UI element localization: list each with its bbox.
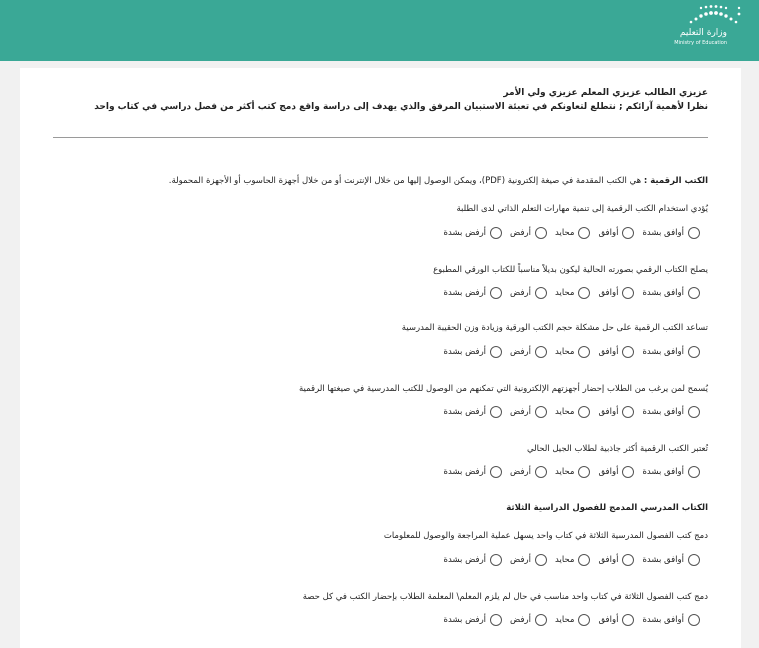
question-6-options <box>436 552 700 568</box>
radio-button[interactable] <box>535 614 547 626</box>
option-strongly-disagree[interactable] <box>444 406 503 418</box>
option-label: أرفض <box>510 407 531 417</box>
radio-button[interactable] <box>535 346 547 358</box>
question-5: تُعتبر الكتب الرقمية أكثر جاذبية لطلاب الجيل الحالي <box>526 444 708 454</box>
radio-button[interactable] <box>688 346 700 358</box>
option-strongly-disagree[interactable] <box>444 466 503 478</box>
radio-button[interactable] <box>535 466 547 478</box>
radio-button[interactable] <box>535 227 547 239</box>
option-agree[interactable] <box>598 554 634 566</box>
section-2-title: الكتاب المدرسي المدمج للفصول الدراسية الثلاثة <box>506 503 708 513</box>
option-label: محايد <box>555 407 575 417</box>
radio-button[interactable] <box>622 346 634 358</box>
option-label: محايد <box>555 615 575 625</box>
question-1: يُؤدي استخدام الكتب الرقمية إلى تنمية مهارات التعلم الذاتي لدى الطلبة <box>456 204 708 214</box>
option-label: أرفض بشدة <box>443 228 487 238</box>
option-strongly-disagree[interactable] <box>444 287 503 299</box>
ministry-logo-icon <box>687 4 743 26</box>
radio-button[interactable] <box>578 346 590 358</box>
question-6: دمج كتب الفصول المدرسية الثلاثة في كتاب واحد يسهل عملية المراجعة والوصول للمعلومات <box>383 531 708 541</box>
option-label: أرفض بشدة <box>443 467 487 477</box>
option-label: أوافق بشدة <box>642 555 684 565</box>
option-label: محايد <box>555 228 575 238</box>
question-4: يُسمح لمن يرغب من الطلاب إحضار أجهزتهم الإلكترونية التي تمكنهم من الوصول للكتب المدرسية في صيغتها الرقمية <box>298 384 708 394</box>
option-disagree[interactable] <box>510 466 547 478</box>
radio-button[interactable] <box>688 287 700 299</box>
option-label: محايد <box>555 467 575 477</box>
radio-button[interactable] <box>490 466 502 478</box>
option-agree[interactable] <box>598 346 634 358</box>
option-strongly-agree[interactable] <box>642 406 700 418</box>
option-label: أرفض بشدة <box>443 555 487 565</box>
option-label: أوافق بشدة <box>642 288 684 298</box>
option-disagree[interactable] <box>510 614 547 626</box>
option-label: أوافق <box>598 407 619 417</box>
radio-button[interactable] <box>622 466 634 478</box>
option-label: محايد <box>555 347 575 357</box>
option-label: أرفض بشدة <box>443 407 487 417</box>
header-bar <box>0 0 759 61</box>
option-disagree[interactable] <box>510 554 547 566</box>
option-disagree[interactable] <box>510 406 547 418</box>
question-2-options <box>436 285 700 301</box>
option-label: أرفض بشدة <box>443 347 487 357</box>
radio-button[interactable] <box>688 466 700 478</box>
radio-button[interactable] <box>688 554 700 566</box>
radio-button[interactable] <box>688 227 700 239</box>
definition-body: هي الكتب المقدمة في صيغة إلكترونية (PDF)، ويمكن الوصول إليها من خلال الإنترنت أو من خلال أجهزة الحاسوب أو الأجهزة المحمولة. <box>168 176 642 186</box>
option-label: أوافق بشدة <box>642 228 684 238</box>
option-strongly-agree[interactable] <box>642 227 700 239</box>
question-7: دمج كتب الفصول الثلاثة في كتاب واحد مناسب في حال لم يلزم المعلم\ المعلمة الطلاب بإحضار الكتب في كل حصة <box>302 592 708 602</box>
option-label: أوافق <box>598 347 619 357</box>
radio-button[interactable] <box>578 614 590 626</box>
greeting-title: عزيزي الطالب عزيزي المعلم عزيزي ولي الأمر <box>503 88 708 98</box>
option-strongly-agree[interactable] <box>642 466 700 478</box>
radio-button[interactable] <box>688 406 700 418</box>
option-label: محايد <box>555 288 575 298</box>
option-label: أرفض <box>510 228 531 238</box>
question-1-options <box>436 225 700 241</box>
radio-button[interactable] <box>490 614 502 626</box>
option-label: أوافق <box>598 467 619 477</box>
option-label: أرفض بشدة <box>443 615 487 625</box>
question-2: يصلح الكتاب الرقمي بصورته الحالية ليكون بديلاً مناسباً للكتاب الورقي المطبوع <box>433 265 708 275</box>
radio-button[interactable] <box>490 346 502 358</box>
option-neutral[interactable] <box>555 406 590 418</box>
option-label: أوافق <box>598 228 619 238</box>
radio-button[interactable] <box>622 227 634 239</box>
option-disagree[interactable] <box>510 287 547 299</box>
divider <box>53 137 708 138</box>
option-strongly-agree[interactable] <box>642 346 700 358</box>
option-strongly-agree[interactable] <box>642 614 700 626</box>
option-neutral[interactable] <box>555 346 590 358</box>
definition-text <box>169 176 708 186</box>
option-agree[interactable] <box>598 227 634 239</box>
option-label: أرفض <box>510 347 531 357</box>
option-disagree[interactable] <box>510 227 547 239</box>
radio-button[interactable] <box>622 614 634 626</box>
option-agree[interactable] <box>598 614 634 626</box>
option-label: أرفض بشدة <box>443 288 487 298</box>
radio-button[interactable] <box>535 287 547 299</box>
option-label: أرفض <box>510 555 531 565</box>
survey-form <box>20 68 741 648</box>
option-neutral[interactable] <box>555 287 590 299</box>
option-label: أرفض <box>510 467 531 477</box>
option-label: أوافق بشدة <box>642 615 684 625</box>
option-neutral[interactable] <box>555 227 590 239</box>
question-3-options <box>436 344 700 360</box>
radio-button[interactable] <box>622 287 634 299</box>
ministry-logo <box>655 4 745 48</box>
radio-button[interactable] <box>578 406 590 418</box>
option-disagree[interactable] <box>510 346 547 358</box>
logo-english-text: Ministry of Education <box>674 40 727 46</box>
option-strongly-disagree[interactable] <box>444 346 503 358</box>
purpose-title: نظرا لأهمية آرائكم ; نتطلع لتعاونكم في تعبئة الاستبيان المرفق والذي يهدف إلى دراسة واقع دمج كتب أكثر من فصل دراسي في كتاب واحد <box>94 102 708 112</box>
option-label: أوافق <box>598 288 619 298</box>
question-7-options <box>436 612 700 628</box>
option-strongly-disagree[interactable] <box>444 554 503 566</box>
option-label: أوافق بشدة <box>642 407 684 417</box>
radio-button[interactable] <box>578 227 590 239</box>
question-4-options <box>436 404 700 420</box>
radio-button[interactable] <box>578 554 590 566</box>
radio-button[interactable] <box>490 554 502 566</box>
option-label: أرفض <box>510 615 531 625</box>
logo-arabic-text: وزارة التعليم <box>679 28 727 38</box>
option-label: أوافق بشدة <box>642 347 684 357</box>
option-label: أوافق بشدة <box>642 467 684 477</box>
definition-term: الكتب الرقمية : <box>643 176 708 186</box>
option-label: أوافق <box>598 615 619 625</box>
option-neutral[interactable] <box>555 554 590 566</box>
radio-button[interactable] <box>535 554 547 566</box>
option-strongly-agree[interactable] <box>642 554 700 566</box>
option-strongly-disagree[interactable] <box>444 614 503 626</box>
radio-button[interactable] <box>535 406 547 418</box>
option-agree[interactable] <box>598 466 634 478</box>
question-3: تساعد الكتب الرقمية على حل مشكلة حجم الكتب الورقية وزيادة وزن الحقيبة المدرسية <box>401 323 708 333</box>
option-agree[interactable] <box>598 287 634 299</box>
radio-button[interactable] <box>622 406 634 418</box>
option-label: محايد <box>555 555 575 565</box>
radio-button[interactable] <box>688 614 700 626</box>
radio-button[interactable] <box>578 287 590 299</box>
option-neutral[interactable] <box>555 466 590 478</box>
option-label: أرفض <box>510 288 531 298</box>
option-label: أوافق <box>598 555 619 565</box>
option-strongly-agree[interactable] <box>642 287 700 299</box>
option-agree[interactable] <box>598 406 634 418</box>
radio-button[interactable] <box>490 406 502 418</box>
radio-button[interactable] <box>490 227 502 239</box>
radio-button[interactable] <box>578 466 590 478</box>
radio-button[interactable] <box>490 287 502 299</box>
radio-button[interactable] <box>622 554 634 566</box>
question-5-options <box>436 464 700 480</box>
option-neutral[interactable] <box>555 614 590 626</box>
option-strongly-disagree[interactable] <box>444 227 503 239</box>
